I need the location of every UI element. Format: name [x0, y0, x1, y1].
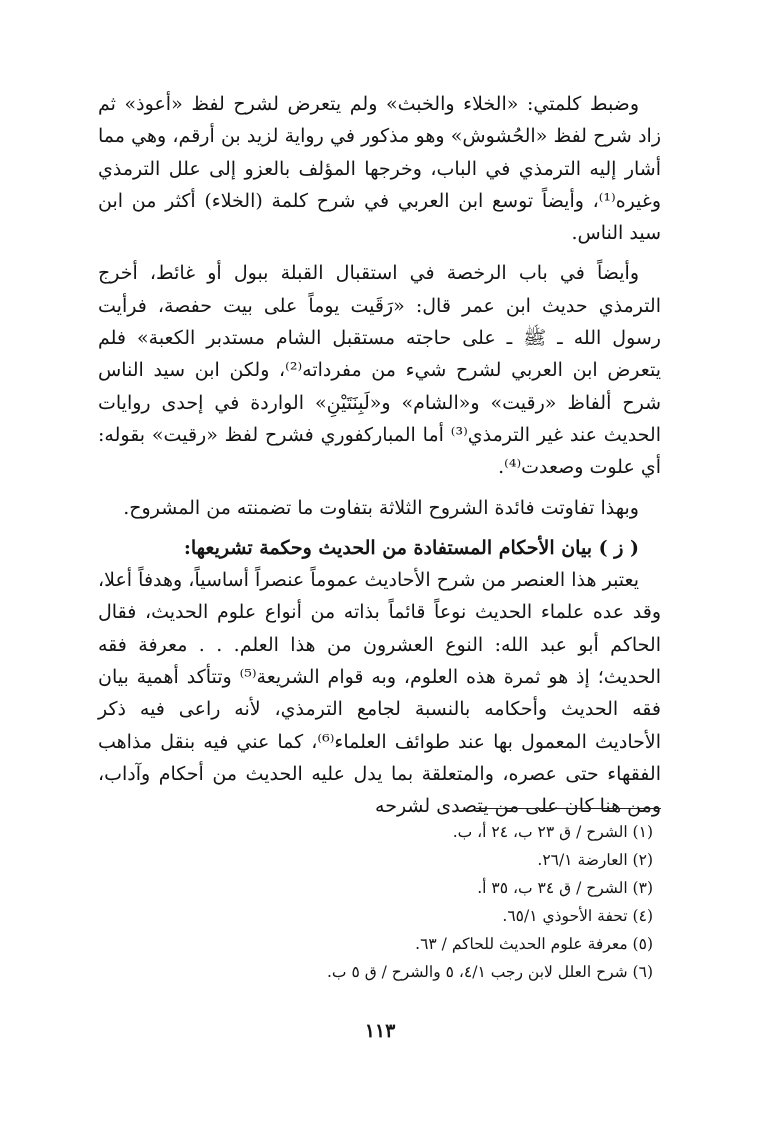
- paragraph-4: يعتبر هذا العنصر من شرح الأحاديث عموماً عنصراً أساسياً، وهدفاً أعلا، وقد عده علماء الحديث نوعاً قائماً بذاته من أنواع علوم الحديث، فقال الحاكم أبو عبد الله: النوع العشرون من هذا العلم. . . معرفة فقه الحديث؛ إذ هو ثمرة هذه العلوم، وبه قوام الشريعة⁽⁵⁾ وتتأكد أهمية بيان فقه الحديث وأحكامه بالنسبة لجامع الترمذي، لأنه راعى فيه ذكر الأحاديث المعمول بها عند طوائف العلماء⁽⁶⁾، كما عني فيه بنقل مذاهب الفقهاء حتى عصره، والمتعلقة بما يدل عليه الحديث من أحكام وآداب، ومن هنا كان على من يتصدى لشرحه: [98, 569, 662, 818]
- footnote-1: (١) الشرح / ق ٢٣ ب، ٢٤ أ، ب.: [452, 823, 653, 841]
- section-heading: ( ز ) بيان الأحكام المستفادة من الحديث وحكمة تشريعها:: [183, 536, 639, 559]
- footnote-4: (٤) تحفة الأحوذي ٦٥/١.: [502, 907, 653, 925]
- footnote-divider: [476, 808, 661, 809]
- footnote-2: (٢) العارضة ٢٦/١.: [537, 851, 653, 869]
- main-text: [98, 88, 661, 831]
- page-number: ١١٣: [364, 1020, 396, 1042]
- paragraph-1: وضبط كلمتي: «الخلاء والخبث» ولم يتعرض لشرح لفظ «أعوذ» ثم زاد شرح لفظ «الحُشوش» وهو مذكور في رواية لزيد بن أرقم، وهي مما أشار إليه الترمذي في الباب، وخرجها المؤلف بالعزو إلى علل الترمذي وغيره⁽¹⁾، وأيضاً توسع ابن العربي في شرح كلمة (الخلاء) أكثر من ابن سيد الناس.: [98, 93, 661, 245]
- paragraph-2: وأيضاً في باب الرخصة في استقبال القبلة ببول أو غائط، أخرج الترمذي حديث ابن عمر قال: «رَقَيت يوماً على بيت حفصة، فرأيت رسول الله ـ ﷺ ـ على حاجته مستقبل الشام مستدبر الكعبة» فلم يتعرض ابن العربي لشرح شيء من مفرداته⁽²⁾، ولكن ابن سيد الناس شرح ألفاظ «رقيت» و«الشام» و«لَبِنَتَيْنِ» الواردة في إحدى روايات الحديث عند غير الترمذي⁽³⁾ أما المباركفوري فشرح لفظ «رقيت» بقوله: أي علوت وصعدت⁽⁴⁾.: [98, 262, 662, 479]
- footnote-6: (٦) شرح العلل لابن رجب ٤/١، ٥ والشرح / ق ٥ ب.: [326, 963, 653, 981]
- footnote-5: (٥) معرفة علوم الحديث للحاكم / ٦٣.: [415, 935, 653, 953]
- paragraph-3: وبهذا تفاوتت فائدة الشروح الثلاثة بتفاوت ما تضمنته من المشروح.: [123, 496, 639, 519]
- footnotes: [98, 818, 661, 986]
- footnote-3: (٣) الشرح / ق ٣٤ ب، ٣٥ أ.: [477, 879, 653, 897]
